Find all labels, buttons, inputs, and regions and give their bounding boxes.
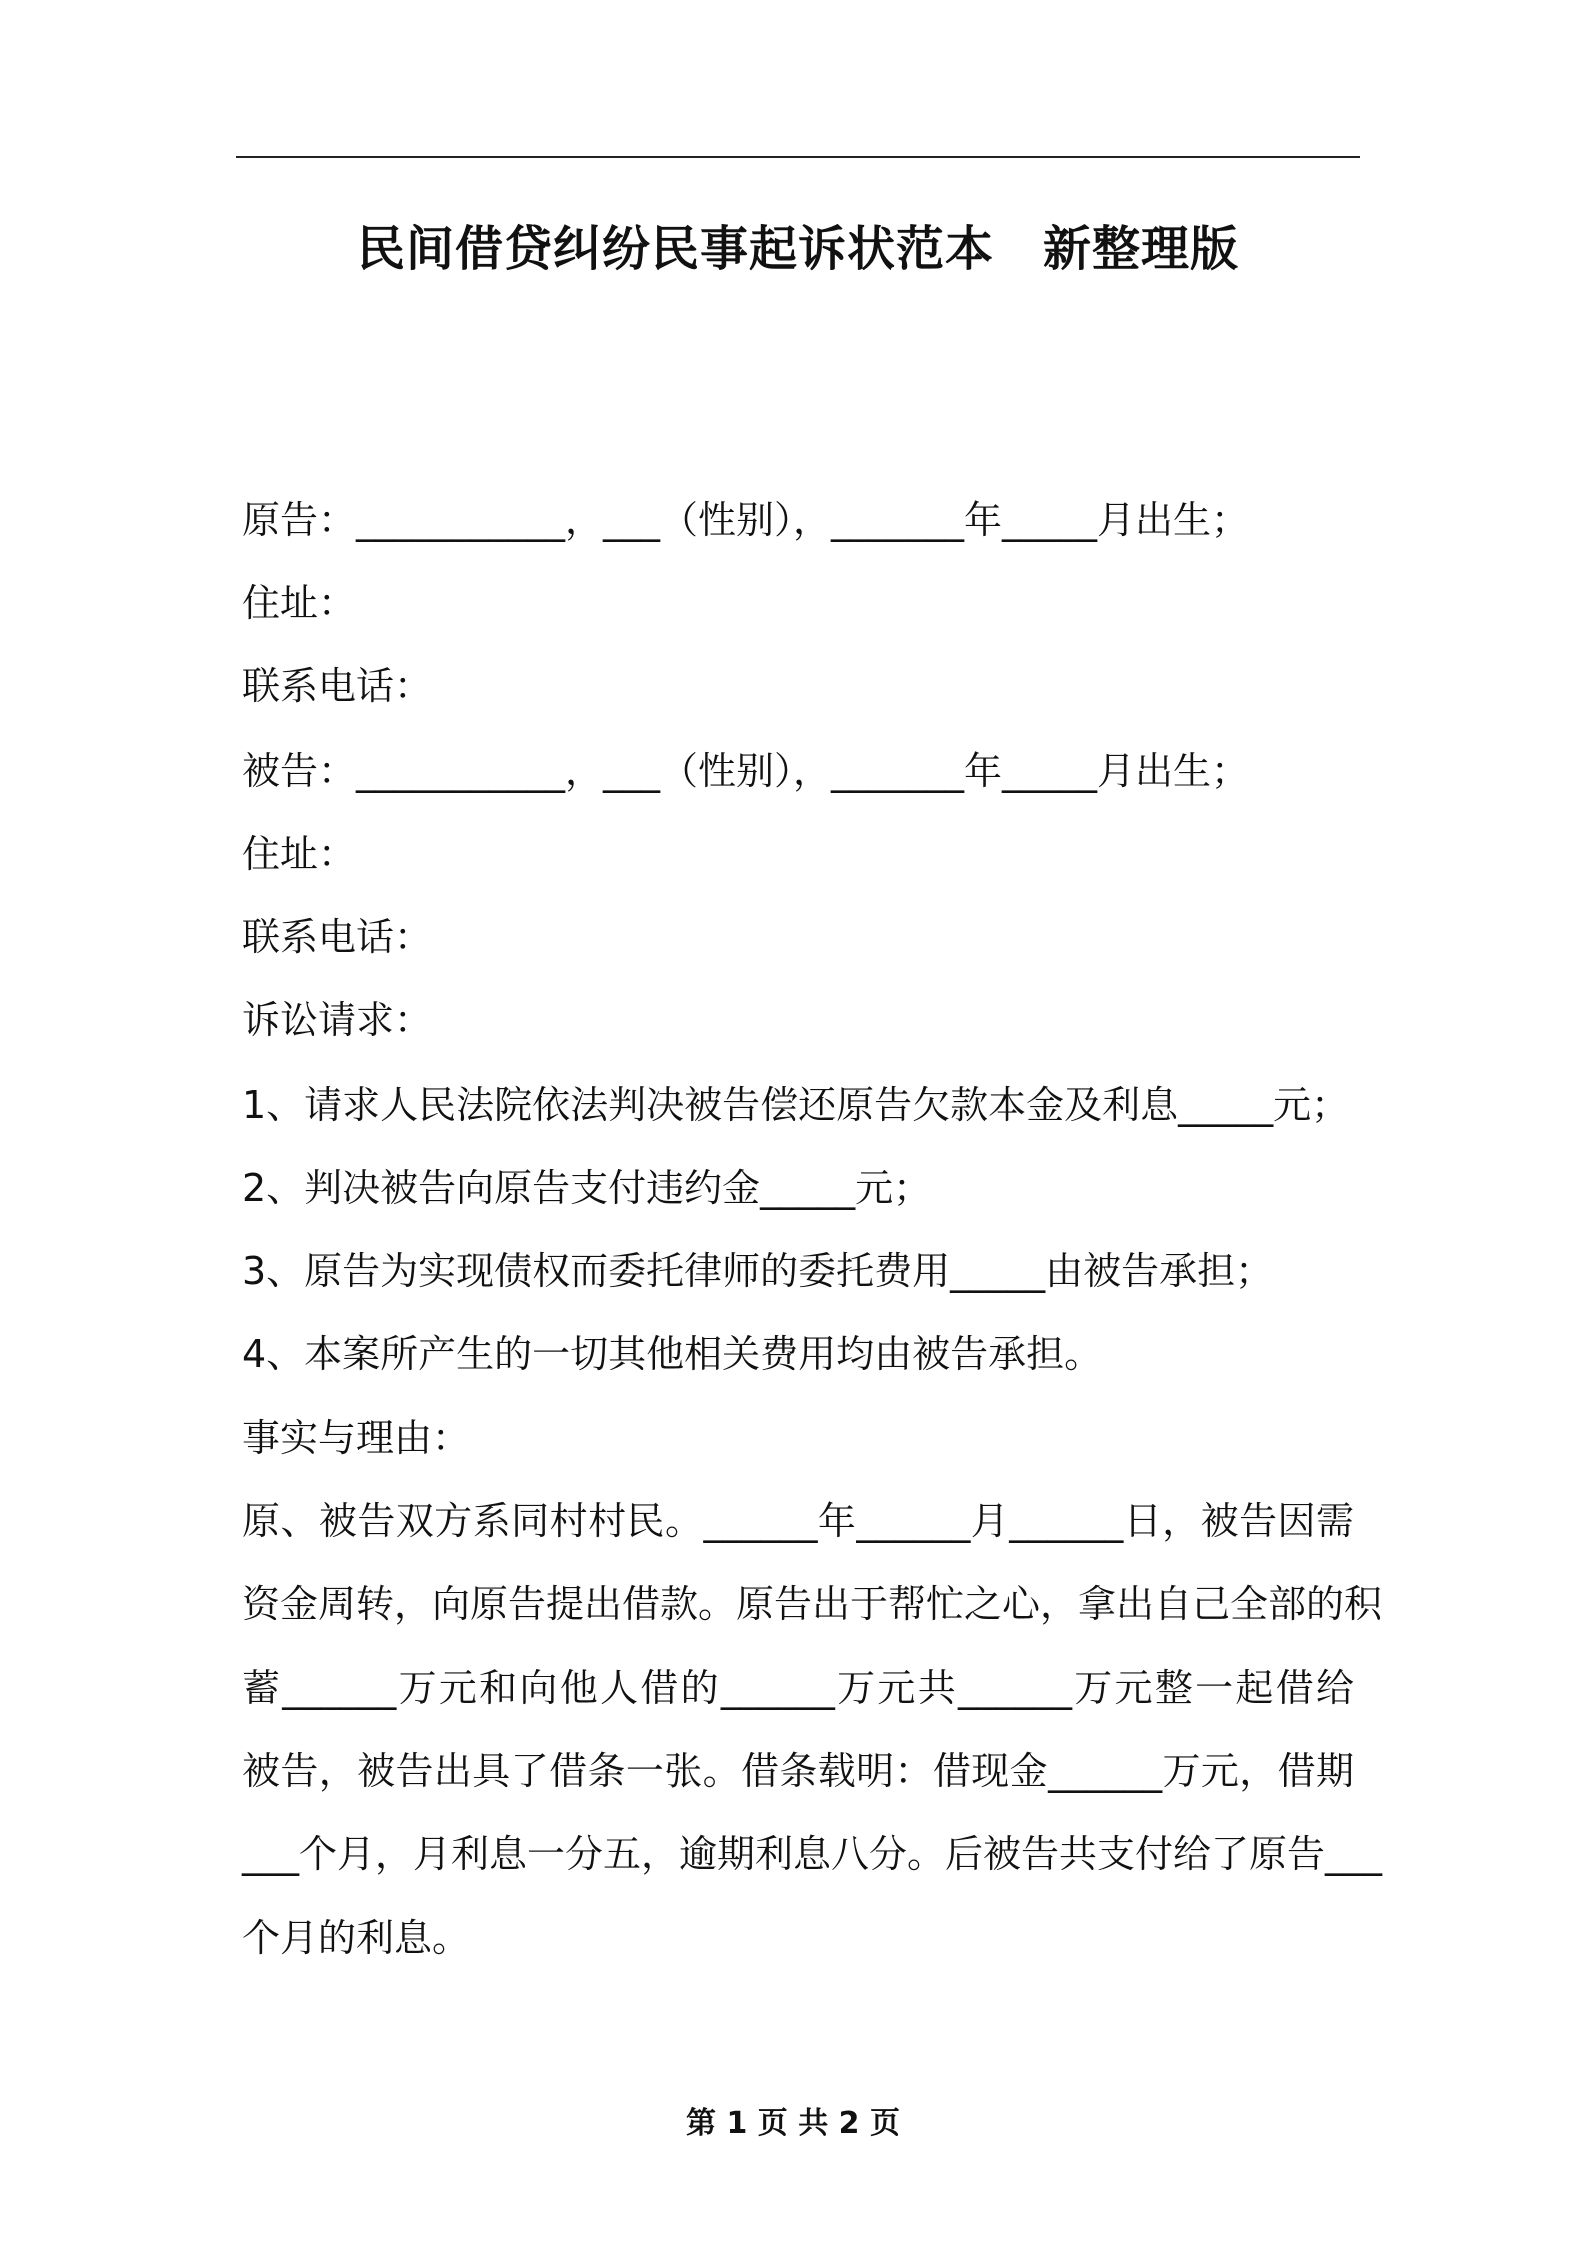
claim-item-1: 1、请求人民法院依法判决被告偿还原告欠款本金及利息_____元； xyxy=(242,1083,1350,1127)
defendant-address: 住址： xyxy=(242,832,357,876)
facts-line-1: 原、被告双方系同村村民。______年______月______日，被告因需 xyxy=(242,1499,1354,1543)
page-footer: 第 1 页 共 2 页 xyxy=(686,2106,900,2141)
defendant-line: 被告：___________，___（性别），_______年_____月出生； xyxy=(242,749,1250,793)
claim-item-3: 3、原告为实现债权而委托律师的委托费用_____由被告承担； xyxy=(242,1249,1274,1293)
claims-heading: 诉讼请求： xyxy=(242,998,433,1042)
facts-line-5: ___个月，月利息一分五，逾期利息八分。后被告共支付给了原告___ xyxy=(242,1832,1383,1876)
facts-heading: 事实与理由： xyxy=(242,1416,471,1460)
facts-line-3: 蓄______万元和向他人借的______万元共______万元整一起借给 xyxy=(242,1666,1354,1710)
facts-line-6: 个月的利息。 xyxy=(242,1916,471,1960)
plaintiff-line: 原告：___________，___（性别），_______年_____月出生； xyxy=(242,498,1250,542)
header-rule xyxy=(236,156,1360,158)
plaintiff-address: 住址： xyxy=(242,581,357,625)
defendant-phone: 联系电话： xyxy=(242,915,433,959)
facts-line-4: 被告，被告出具了借条一张。借条载明：借现金______万元，借期 xyxy=(242,1749,1354,1793)
claim-item-4: 4、本案所产生的一切其他相关费用均由被告承担。 xyxy=(242,1332,1103,1376)
plaintiff-phone: 联系电话： xyxy=(242,664,433,708)
claim-item-2: 2、判决被告向原告支付违约金_____元； xyxy=(242,1166,932,1210)
facts-line-2: 资金周转，向原告提出借款。原告出于帮忙之心，拿出自己全部的积 xyxy=(242,1582,1383,1626)
document-title: 民间借贷纠纷民事起诉状范本 新整理版 xyxy=(356,221,1239,277)
